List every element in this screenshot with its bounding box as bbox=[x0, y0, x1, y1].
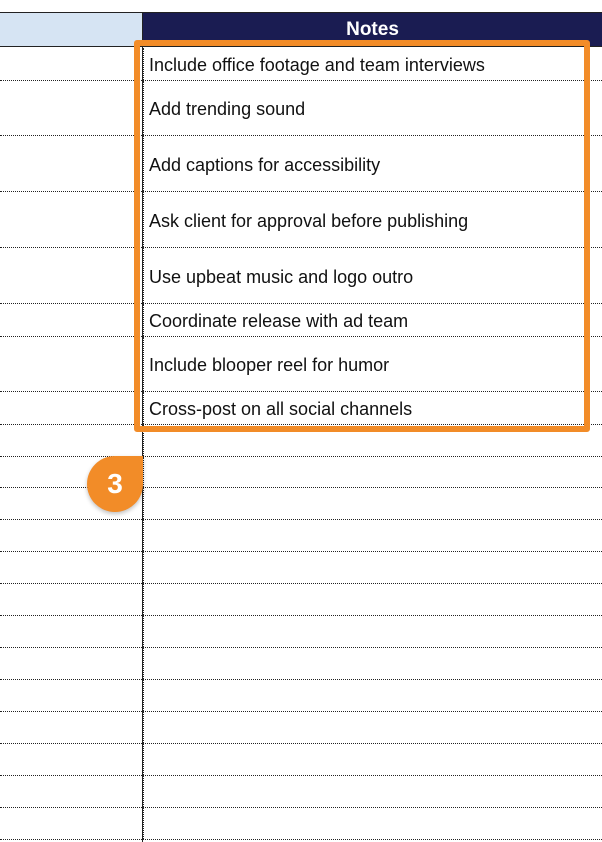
cell-left[interactable] bbox=[0, 425, 142, 456]
cell-left[interactable] bbox=[0, 248, 142, 303]
cell-left[interactable] bbox=[0, 337, 142, 391]
notes-cell[interactable] bbox=[143, 520, 602, 551]
table-row bbox=[0, 616, 602, 648]
cell-left[interactable] bbox=[0, 776, 142, 807]
notes-cell[interactable] bbox=[143, 584, 602, 615]
cell-left[interactable] bbox=[0, 712, 142, 743]
column-header-notes[interactable]: Notes bbox=[143, 12, 602, 47]
cell-left[interactable] bbox=[0, 744, 142, 775]
note-text: Include office footage and team interviews bbox=[149, 55, 485, 75]
column-header-left[interactable] bbox=[0, 12, 142, 47]
cell-left[interactable] bbox=[0, 392, 142, 424]
cell-left[interactable] bbox=[0, 192, 142, 247]
note-text: Cross-post on all social channels bbox=[149, 399, 413, 419]
notes-cell[interactable] bbox=[143, 680, 602, 711]
step-number: 3 bbox=[107, 468, 123, 499]
note-text: Include blooper reel for humor bbox=[149, 355, 390, 375]
cell-left[interactable] bbox=[0, 808, 142, 839]
table-row bbox=[0, 744, 602, 776]
table-row bbox=[0, 552, 602, 584]
cell-left[interactable] bbox=[0, 616, 142, 647]
cell-left[interactable] bbox=[0, 680, 142, 711]
cell-left[interactable] bbox=[0, 48, 142, 80]
table-row bbox=[0, 648, 602, 680]
cell-left[interactable] bbox=[0, 648, 142, 679]
notes-cell[interactable] bbox=[143, 457, 602, 487]
cell-left[interactable] bbox=[0, 584, 142, 615]
cell-left[interactable] bbox=[0, 81, 142, 135]
table-row bbox=[0, 520, 602, 552]
note-text: Add trending sound bbox=[149, 99, 306, 119]
notes-cell[interactable] bbox=[143, 488, 602, 519]
table-row bbox=[0, 712, 602, 744]
note-text: Coordinate release with ad team bbox=[149, 311, 409, 331]
notes-cell[interactable] bbox=[143, 425, 602, 456]
note-text: Use upbeat music and logo outro bbox=[149, 267, 414, 287]
table-row bbox=[0, 584, 602, 616]
notes-cell[interactable] bbox=[143, 744, 602, 775]
cell-left[interactable] bbox=[0, 304, 142, 336]
note-text: Add captions for accessibility bbox=[149, 155, 381, 175]
cell-left[interactable] bbox=[0, 552, 142, 583]
notes-cell[interactable] bbox=[143, 808, 602, 839]
note-text: Ask client for approval before publishing bbox=[149, 211, 469, 231]
notes-cell[interactable] bbox=[143, 712, 602, 743]
table-row bbox=[0, 808, 602, 840]
cell-left[interactable] bbox=[0, 136, 142, 191]
cell-left[interactable] bbox=[0, 520, 142, 551]
notes-cell[interactable] bbox=[143, 616, 602, 647]
notes-cell[interactable] bbox=[143, 648, 602, 679]
table-row bbox=[0, 680, 602, 712]
table-row bbox=[0, 425, 602, 457]
notes-cell[interactable] bbox=[143, 552, 602, 583]
table-row bbox=[0, 776, 602, 808]
notes-cell[interactable] bbox=[143, 776, 602, 807]
